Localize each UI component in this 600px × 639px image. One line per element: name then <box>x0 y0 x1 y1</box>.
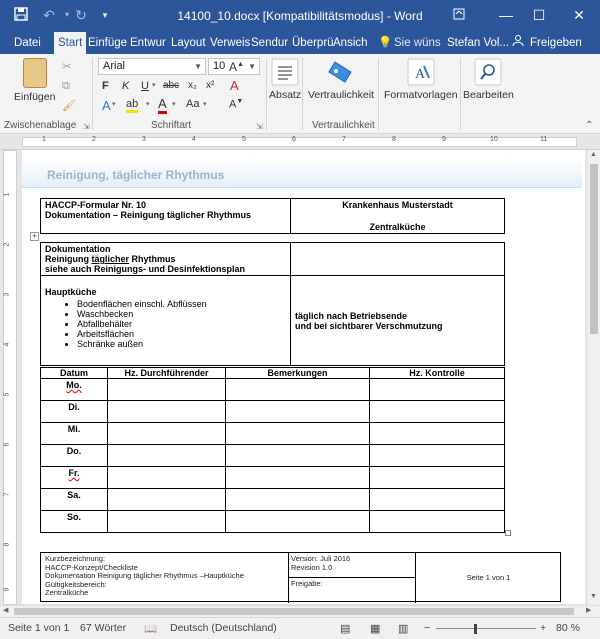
area-cell[interactable] <box>41 276 291 366</box>
chevron-down-icon[interactable]: ▾ <box>146 101 150 108</box>
styles-button[interactable] <box>384 58 458 101</box>
tab-sendungen[interactable]: Sendur <box>251 37 289 49</box>
bold-icon[interactable]: F <box>102 80 109 92</box>
form-header-table <box>40 198 505 234</box>
divider <box>289 577 415 578</box>
table-cell[interactable] <box>226 401 370 423</box>
proofing-icon[interactable]: 📖 <box>144 623 158 635</box>
table-row <box>41 379 505 401</box>
text-effects-icon[interactable]: A <box>102 98 111 113</box>
copy-icon[interactable]: ⧉ <box>62 80 70 92</box>
tab-layout[interactable]: Layout <box>171 37 206 49</box>
text-run: Rhythmus <box>129 254 176 264</box>
cut-icon[interactable]: ✂ <box>62 61 72 73</box>
zoom-slider[interactable] <box>436 628 536 629</box>
superscript-icon[interactable]: x² <box>206 80 215 91</box>
scroll-thumb[interactable] <box>590 164 598 334</box>
ruler-tick: 8 <box>3 542 11 547</box>
undo-icon[interactable]: ↶ <box>43 7 55 23</box>
documentation-cell[interactable] <box>41 243 291 276</box>
document-footer[interactable] <box>40 552 561 602</box>
editing-label: Bearbeiten <box>463 89 514 101</box>
zoom-level[interactable]: 80 % <box>556 622 580 634</box>
status-page[interactable]: Seite 1 von 1 <box>8 622 70 634</box>
ruler-tick: 2 <box>3 242 11 247</box>
footer-gueltig: Zentralküche <box>45 588 89 597</box>
divider <box>288 553 289 603</box>
minimize-button[interactable]: — <box>499 7 513 23</box>
column-header: Bemerkungen <box>226 368 370 379</box>
format-painter-icon[interactable]: 🖌 <box>62 100 76 112</box>
ruler-tick: 1 <box>3 192 11 197</box>
sensitivity-button[interactable] <box>308 58 374 101</box>
chevron-down-icon: ▼ <box>248 62 256 71</box>
read-mode-icon[interactable]: ▤ <box>340 623 351 635</box>
tab-ueberpruefen[interactable]: Überprü <box>292 37 334 49</box>
table-cell[interactable] <box>370 511 505 533</box>
status-language[interactable]: Deutsch (Deutschland) <box>170 622 277 634</box>
table-cell[interactable] <box>370 379 505 401</box>
table-cell[interactable] <box>370 489 505 511</box>
list-item: • Bodenflächen einschl. Abflüssen <box>77 299 286 309</box>
underline-icon[interactable]: U <box>141 80 149 92</box>
day-cell[interactable]: Sa. <box>41 489 108 511</box>
table-row <box>41 401 505 423</box>
user-name[interactable]: Stefan Vol... <box>447 37 510 49</box>
document-header <box>22 158 582 188</box>
table-row <box>41 423 505 445</box>
scroll-left-icon[interactable]: ◀ <box>3 607 9 614</box>
day-cell[interactable]: Do. <box>41 445 108 467</box>
scroll-thumb[interactable] <box>14 608 574 615</box>
form-doc-title: Dokumentation – Reinigung täglicher Rhythmus <box>45 210 252 220</box>
ruler-tick: 2 <box>92 136 96 143</box>
paragraph-label: Absatz <box>269 89 302 101</box>
paragraph-icon <box>271 58 299 86</box>
column-header: Hz. Durchführender <box>108 368 226 379</box>
paste-icon <box>23 58 47 88</box>
ruler-tick: 3 <box>3 292 11 297</box>
header-title: Reinigung, täglicher Rhythmus <box>47 168 225 182</box>
sensitivity-icon <box>327 58 355 86</box>
day-cell[interactable]: Di. <box>41 401 108 423</box>
table-cell[interactable] <box>370 445 505 467</box>
table-row <box>41 467 505 489</box>
table-cell[interactable] <box>226 489 370 511</box>
group-label-sensitivity: Vertraulichkeit <box>312 120 375 131</box>
frequency-line1: täglich nach Betriebsende <box>295 310 408 321</box>
styles-label: Formatvorlagen <box>384 89 458 101</box>
zoom-slider-thumb[interactable] <box>474 624 477 634</box>
font-name-field[interactable] <box>98 58 206 75</box>
paragraph-button[interactable] <box>269 58 301 101</box>
table-resize-handle[interactable] <box>505 530 511 536</box>
table-cell[interactable] <box>370 401 505 423</box>
day-cell[interactable]: Mo. <box>41 379 108 401</box>
share-button[interactable]: Freigeben <box>530 37 582 49</box>
tab-datei[interactable]: Datei <box>14 37 41 49</box>
editing-button[interactable] <box>463 58 514 101</box>
title-bar <box>0 0 600 32</box>
cleaning-items-list <box>45 299 286 349</box>
footer-revision: Revision 1.0 <box>291 562 333 572</box>
ribbon-tabs <box>0 32 600 54</box>
styles-icon <box>407 58 435 86</box>
tell-me-icon[interactable]: 💡 <box>378 37 393 49</box>
font-name-value: Arial <box>103 60 126 72</box>
ruler-tick: 4 <box>192 136 196 143</box>
documentation-line2 <box>45 254 286 264</box>
hospital-cell[interactable] <box>291 199 505 234</box>
ruler-tick: 1 <box>42 136 46 143</box>
undo-dropdown-icon[interactable]: ▾ <box>64 10 69 19</box>
footer-kurz-1: HACCP-Konzept/Checkliste <box>45 562 138 572</box>
table-move-handle-icon[interactable]: + <box>31 231 38 241</box>
kitchen-name: Zentralküche <box>369 222 426 232</box>
area-title: Hauptküche <box>45 287 97 297</box>
day-cell[interactable]: Fr. <box>41 467 108 489</box>
divider <box>460 58 461 130</box>
text-run: Reinigung <box>45 254 92 264</box>
documentation-line3: siehe auch Reinigungs- und Desinfektionsplan <box>45 264 246 274</box>
web-layout-icon[interactable]: ▥ <box>398 623 409 635</box>
column-header: Hz. Kontrolle <box>370 368 505 379</box>
table-cell[interactable] <box>226 445 370 467</box>
table-cell[interactable] <box>226 467 370 489</box>
documentation-table <box>40 242 505 366</box>
redo-icon[interactable]: ↻ <box>75 7 87 23</box>
table-cell[interactable] <box>108 401 226 423</box>
table-cell[interactable] <box>226 423 370 445</box>
form-number: HACCP-Formular Nr. 10 <box>45 200 147 210</box>
ribbon-display-icon[interactable] <box>444 4 474 26</box>
list-item: • Waschbecken <box>77 309 286 319</box>
font-launcher-icon[interactable]: ⇲ <box>256 122 263 131</box>
tab-entwurf[interactable]: Entwur <box>130 37 166 49</box>
hospital-name: Krankenhaus Musterstadt <box>342 200 453 210</box>
horizontal-ruler[interactable] <box>0 134 600 150</box>
table-row <box>41 511 505 533</box>
divider <box>266 58 267 130</box>
frequency-cell[interactable] <box>291 276 505 366</box>
share-icon[interactable] <box>512 32 524 54</box>
column-header: Datum <box>41 368 108 379</box>
scroll-up-icon[interactable]: ▲ <box>590 151 597 158</box>
zoom-in-icon[interactable]: + <box>540 622 547 634</box>
table-row <box>41 489 505 511</box>
table-cell[interactable] <box>226 379 370 401</box>
ruler-tick: 7 <box>3 492 11 497</box>
chevron-down-icon: ▼ <box>194 62 202 71</box>
search-icon <box>474 58 502 86</box>
ruler-tick: 6 <box>3 442 11 447</box>
group-label-font: Schriftart <box>151 120 192 131</box>
table-cell[interactable] <box>370 467 505 489</box>
table-cell[interactable] <box>108 511 226 533</box>
table-cell[interactable] <box>370 423 505 445</box>
italic-icon[interactable]: K <box>122 80 130 92</box>
font-color-icon[interactable]: A <box>158 96 167 114</box>
horizontal-scrollbar[interactable] <box>0 605 600 617</box>
day-cell[interactable]: Mi. <box>41 423 108 445</box>
table-cell[interactable] <box>108 445 226 467</box>
text-run-underlined: täglicher <box>91 254 130 264</box>
table-cell[interactable] <box>108 423 226 445</box>
ruler-tick: 3 <box>142 136 146 143</box>
vertical-scrollbar[interactable] <box>588 150 600 605</box>
day-cell[interactable]: So. <box>41 511 108 533</box>
zoom-out-icon[interactable]: − <box>424 622 431 634</box>
footer-kurz-label: Kurzbezeichnung: <box>45 554 106 563</box>
tab-verweise[interactable]: Verweis <box>210 37 251 49</box>
divider <box>92 58 93 130</box>
ruler-tick: 8 <box>392 136 396 143</box>
footer-freigabe: Freigabe: <box>291 579 323 588</box>
strikethrough-icon[interactable]: abc <box>163 80 180 91</box>
chevron-down-icon[interactable]: ▾ <box>172 101 176 108</box>
frequency-line2: und bei sichtbarer Verschmutzung <box>295 320 443 331</box>
sensitivity-label: Vertraulichkeit <box>308 89 374 101</box>
footer-version-block <box>291 555 350 589</box>
tab-ansicht[interactable]: Ansich <box>333 37 368 49</box>
form-header-cell[interactable] <box>41 199 291 234</box>
footer-version: Version: Juli 2016 <box>291 554 351 563</box>
ruler-tick: 9 <box>3 587 11 592</box>
ruler-tick: 5 <box>242 136 246 143</box>
ruler-tick: 5 <box>3 392 11 397</box>
list-item: • Schränke außen <box>77 339 286 349</box>
group-label-clipboard: Zwischenablage <box>4 120 77 131</box>
ruler-tick: 6 <box>292 136 296 143</box>
document-page[interactable] <box>22 150 585 604</box>
scroll-right-icon[interactable]: ▶ <box>586 607 592 614</box>
tab-einfuegen[interactable]: Einfüge <box>88 37 128 49</box>
print-layout-icon[interactable]: ▦ <box>370 623 381 635</box>
status-bar <box>0 617 600 639</box>
list-item: • Arbeitsflächen <box>77 329 286 339</box>
table-cell[interactable] <box>108 467 226 489</box>
footer-gueltig-label: Gültigkeitsbereich: <box>45 579 107 589</box>
status-words[interactable]: 67 Wörter <box>80 622 127 634</box>
maximize-button[interactable]: ☐ <box>532 7 546 23</box>
ruler-tick: 9 <box>442 136 446 143</box>
window-title: 14100_10.docx [Kompatibilitätsmodus] - Word <box>177 9 423 23</box>
chevron-down-icon[interactable]: ▾ <box>152 82 156 89</box>
svg-text:A: A <box>414 67 425 82</box>
chevron-down-icon[interactable]: ▾ <box>112 101 116 108</box>
save-icon[interactable] <box>12 6 30 24</box>
divider <box>378 58 379 130</box>
tab-start[interactable]: Start <box>54 32 86 54</box>
paste-label: Einfügen <box>14 91 56 103</box>
highlight-icon[interactable]: ab <box>126 98 138 113</box>
footer-page: Seite 1 von 1 <box>466 573 511 582</box>
vertical-ruler[interactable] <box>3 150 17 605</box>
ribbon <box>0 54 600 134</box>
ruler-tick: 11 <box>540 136 548 143</box>
tell-me-input[interactable]: Sie wüns <box>394 37 441 49</box>
change-case-icon[interactable]: Aa <box>186 98 200 110</box>
footer-left <box>45 555 244 598</box>
list-item: • Abfallbehälter <box>77 319 286 329</box>
paste-button[interactable] <box>14 58 55 103</box>
table-cell[interactable] <box>108 379 226 401</box>
ruler-tick: 10 <box>490 136 498 143</box>
font-size-value: 10 <box>213 60 226 72</box>
grow-font-icon[interactable]: A▲ <box>229 60 244 74</box>
documentation-title: Dokumentation <box>45 244 111 254</box>
ruler-tick: 7 <box>342 136 346 143</box>
log-table <box>40 367 505 533</box>
scroll-down-icon[interactable]: ▼ <box>590 593 597 600</box>
clear-formatting-icon[interactable]: A <box>230 78 239 93</box>
footer-kurz-2: Dokumentation Reinigung täglicher Rhythmus –Hauptküche <box>45 571 244 580</box>
table-cell[interactable] <box>226 511 370 533</box>
empty-cell[interactable] <box>291 243 505 276</box>
ruler-tick: 4 <box>3 342 11 347</box>
chevron-down-icon[interactable]: ▾ <box>203 101 207 108</box>
table-cell[interactable] <box>108 489 226 511</box>
collapse-ribbon-icon[interactable]: ⌃ <box>585 120 594 131</box>
divider <box>302 58 303 130</box>
close-button[interactable]: ✕ <box>573 7 585 23</box>
table-row <box>41 445 505 467</box>
clipboard-launcher-icon[interactable]: ⇲ <box>83 122 90 131</box>
subscript-icon[interactable]: x₂ <box>188 80 197 91</box>
shrink-font-icon[interactable]: A▼ <box>229 98 244 111</box>
customize-qat-icon[interactable]: ▾ <box>102 10 108 20</box>
